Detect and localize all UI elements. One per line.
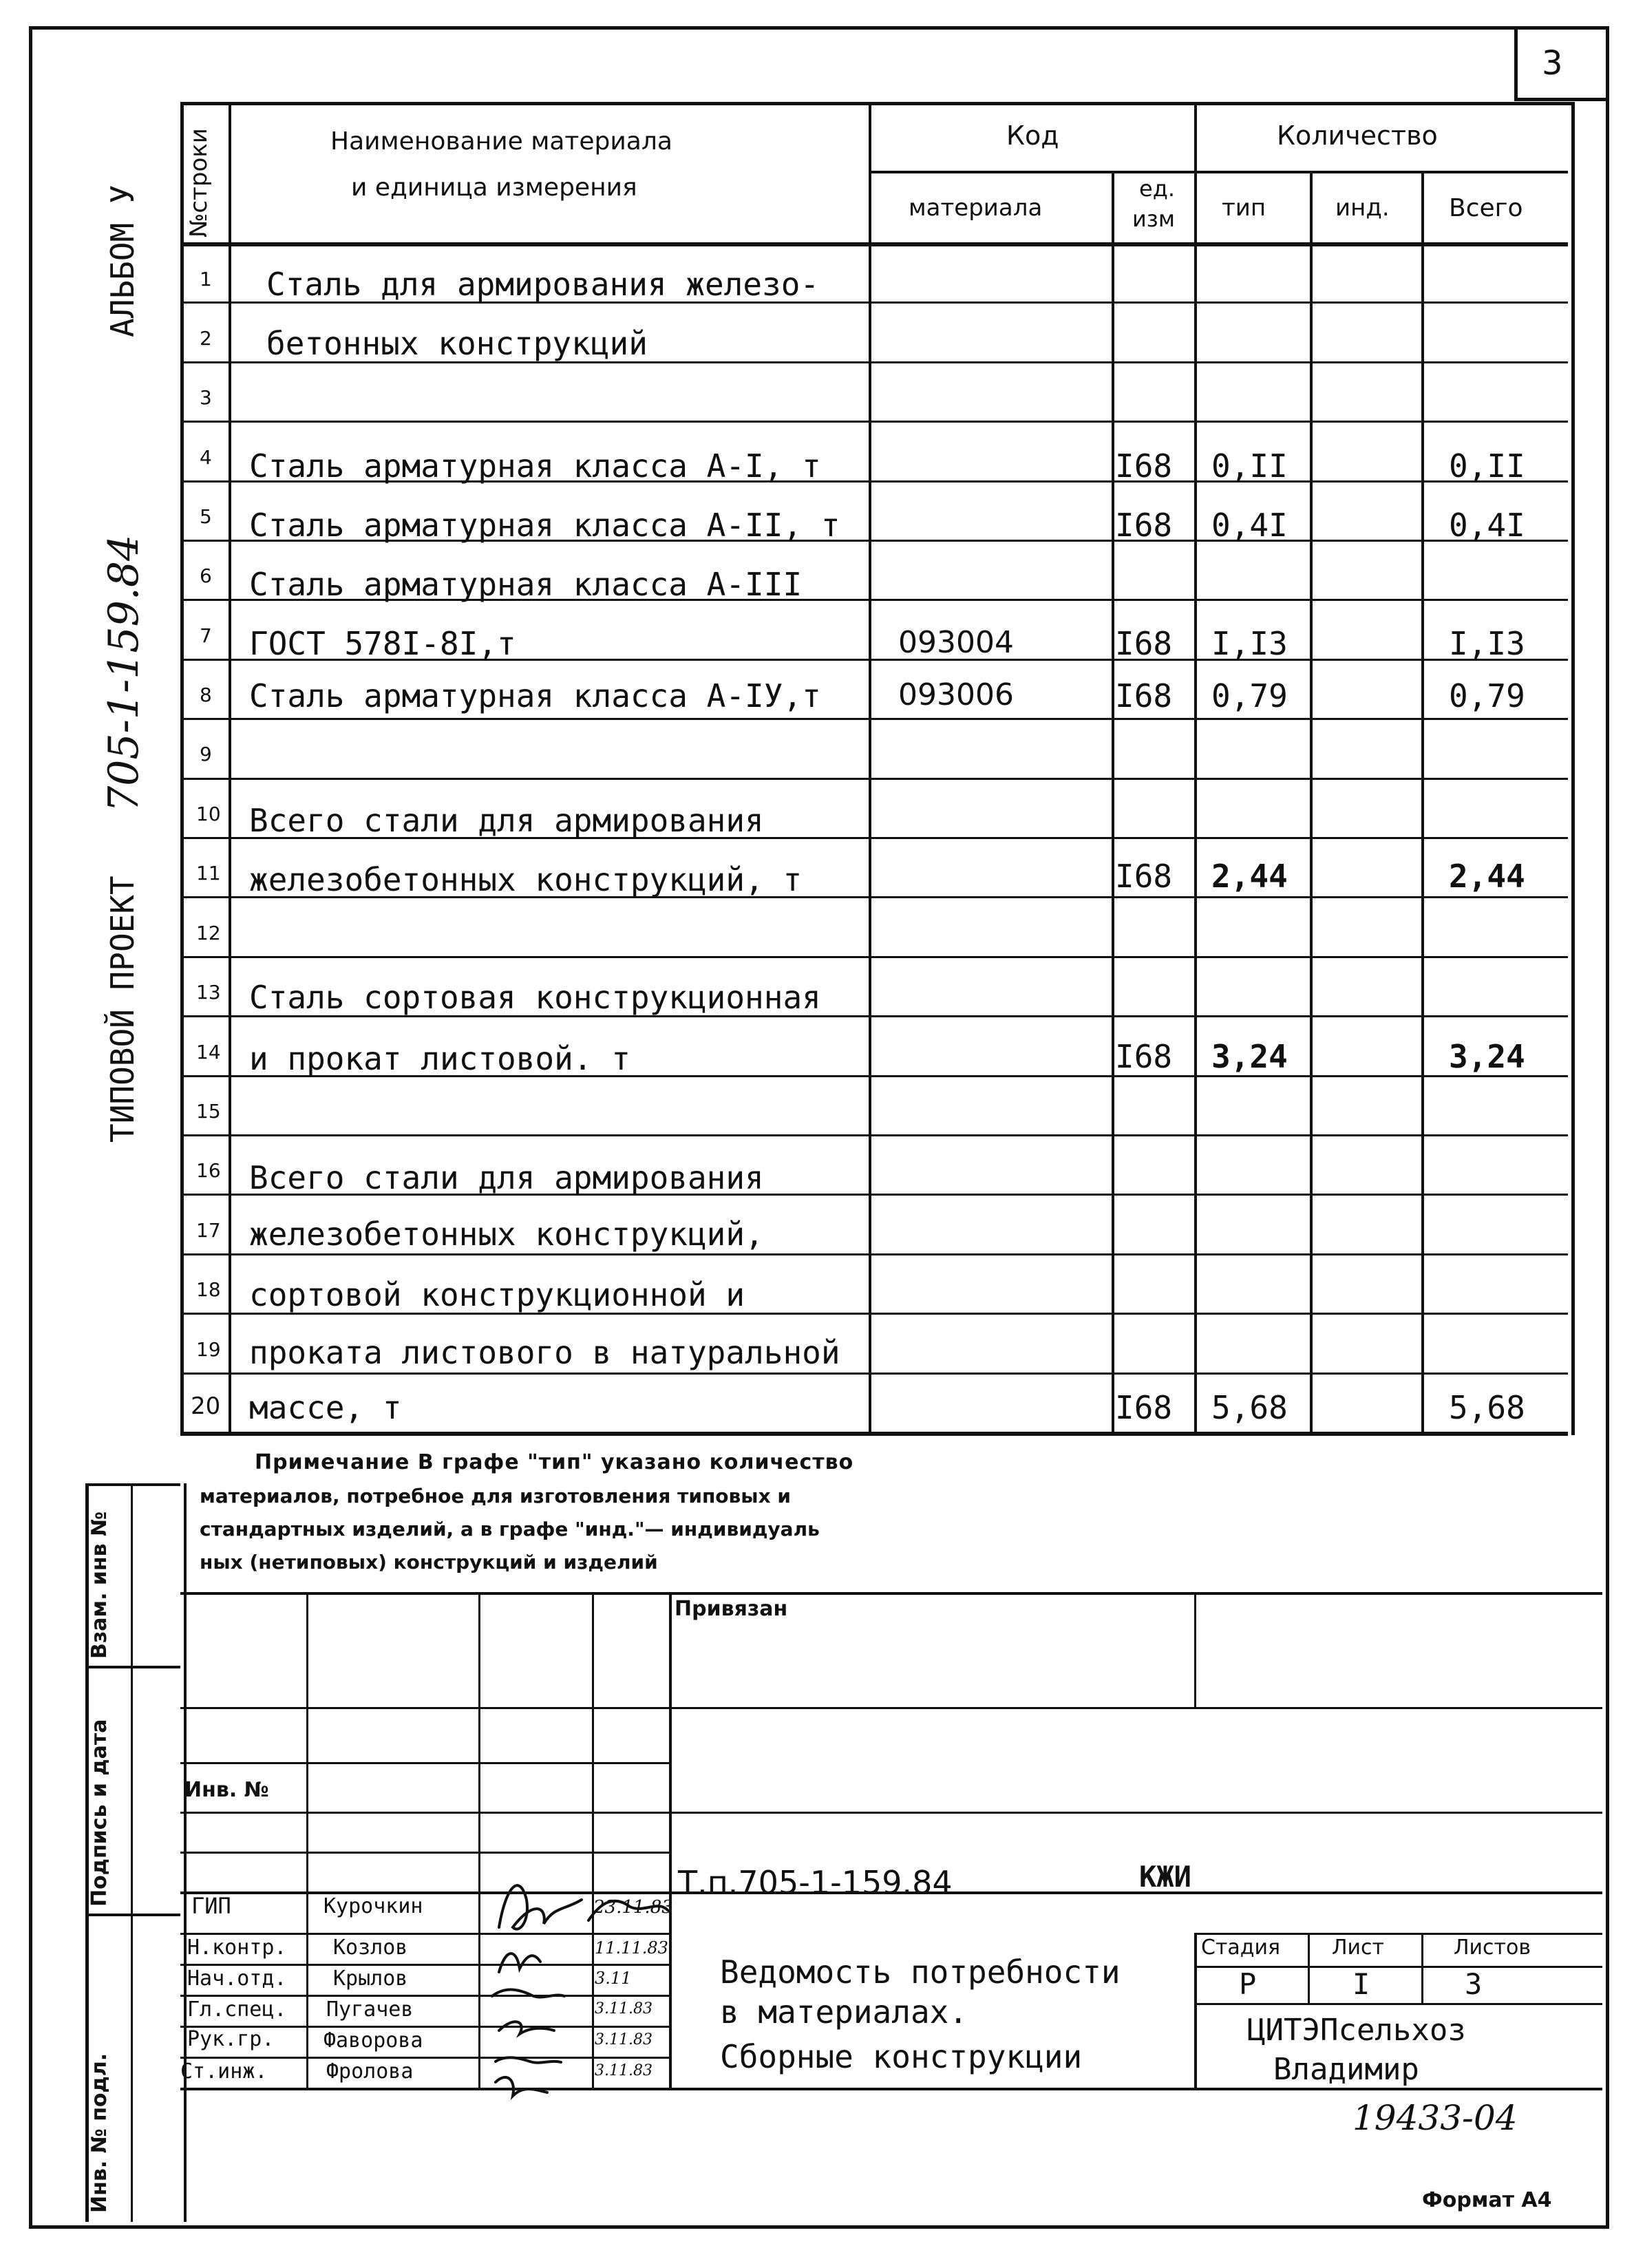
note-line4: ных (нетиповых) конструкций и изделий — [200, 1551, 658, 1573]
privyazan-label: Привязан — [675, 1597, 788, 1621]
stage-label: Стадия — [1201, 1936, 1281, 1960]
row-name: Сталь сортовая конструкционная — [249, 979, 821, 1016]
row-total: I,I3 — [1449, 625, 1525, 662]
row-number: 11 — [196, 862, 221, 884]
row-number: 8 — [200, 683, 212, 706]
signatory-name: Пугачев — [326, 1997, 414, 2022]
project-label: ТИПОВОЙ ПРОЕКТ — [104, 876, 141, 1143]
row-typ: 0,II — [1211, 447, 1288, 485]
signatures-image — [478, 1858, 671, 2106]
row-number: 20 — [191, 1392, 221, 1420]
row-number: 18 — [196, 1278, 221, 1301]
signatory-name: Крылов — [333, 1967, 408, 1991]
row-unit: I68 — [1115, 677, 1173, 714]
row-unit: I68 — [1115, 1389, 1173, 1426]
document-title-line1: Ведомость потребности — [720, 1953, 1121, 1991]
row-typ: 0,4I — [1211, 507, 1288, 544]
signatory-role: Н.контр. — [187, 1936, 287, 1960]
row-number: 15 — [196, 1100, 221, 1123]
row-name: Сталь для армирования железо- — [266, 266, 820, 303]
row-total: 3,24 — [1449, 1038, 1525, 1075]
signatory-role: Гл.спец. — [187, 1997, 287, 2022]
album-label: АЛЬБОМ У — [104, 184, 141, 337]
row-number: 2 — [200, 327, 212, 350]
organization-line1: ЦИТЭПсельхоз — [1247, 2013, 1466, 2048]
signatory-name: Козлов — [333, 1936, 408, 1960]
page-number: 3 — [1542, 44, 1563, 83]
project-number-handwritten: 705-1-159.84 — [100, 534, 148, 812]
row-name: и прокат листовой. т — [249, 1040, 630, 1077]
sheet-value: I — [1352, 1967, 1370, 2001]
row-name: бетонных конструкций — [266, 325, 648, 362]
row-number: 6 — [200, 564, 212, 587]
project-designation: Т.п.705-1-159.84 — [678, 1864, 953, 1901]
note-line3: стандартных изделий, а в графе "инд."— индивидуаль — [200, 1518, 820, 1540]
header-qty-ind: инд. — [1335, 194, 1390, 222]
inv-no-label: Инв. № — [184, 1778, 269, 1802]
row-name: Сталь арматурная класса А-II, т — [249, 507, 840, 544]
header-code: Код — [1006, 120, 1059, 151]
row-total: 0,4I — [1449, 507, 1525, 544]
row-number: 19 — [196, 1338, 221, 1361]
signatory-date: 3.11 — [595, 1969, 632, 1988]
row-unit: I68 — [1115, 625, 1173, 662]
row-unit: I68 — [1115, 858, 1173, 895]
row-total: 5,68 — [1449, 1389, 1525, 1426]
header-code-material: материала — [909, 194, 1043, 222]
row-number: 16 — [196, 1159, 221, 1182]
side-stamp-inv-podl: Инв. № подл. — [87, 2053, 112, 2213]
row-number: 7 — [200, 624, 212, 647]
header-row-number: №строки — [185, 128, 213, 237]
signatory-name: Фролова — [326, 2059, 414, 2084]
row-number: 1 — [200, 268, 212, 290]
signatory-date: 3.11.83 — [595, 2062, 652, 2079]
signatory-date: 3.11.83 — [595, 2000, 652, 2017]
row-name: Сталь арматурная класса А-III — [249, 566, 803, 603]
format-label: Формат А4 — [1422, 2188, 1552, 2212]
header-name-line1: Наименование материала — [330, 127, 672, 156]
sheets-value: 3 — [1465, 1967, 1483, 2001]
sheets-label: Листов — [1454, 1936, 1531, 1960]
row-typ: 0,79 — [1211, 677, 1288, 714]
signatory-role: Рук.гр. — [187, 2027, 275, 2051]
note-line2: материалов, потребное для изготовления типовых и — [200, 1485, 791, 1507]
header-qty-total: Всего — [1449, 194, 1523, 222]
row-code: 093006 — [898, 677, 1014, 712]
document-title-line2: в материалах. — [720, 1993, 968, 2031]
row-number: 17 — [196, 1219, 221, 1242]
header-name-line2: и единица измерения — [351, 173, 637, 202]
signatory-role: Нач.отд. — [187, 1967, 287, 1991]
row-unit: I68 — [1115, 1038, 1173, 1075]
row-unit: I68 — [1115, 447, 1173, 485]
signatory-role: Ст.инж. — [180, 2059, 268, 2084]
header-unit-line1: ед. — [1139, 176, 1175, 202]
row-code: 093004 — [898, 625, 1014, 660]
row-name: Сталь арматурная класса А-I, т — [249, 447, 821, 485]
row-number: 10 — [196, 803, 221, 825]
row-name: массе, т — [249, 1389, 402, 1426]
row-name: железобетонных конструкций, т — [249, 861, 803, 898]
row-number: 12 — [196, 922, 221, 944]
row-name: сортовой конструкционной и — [249, 1276, 745, 1313]
row-number: 4 — [200, 446, 212, 469]
side-stamp-vzam: Взам. инв № — [87, 1511, 112, 1659]
row-unit: I68 — [1115, 507, 1173, 544]
row-number: 9 — [200, 743, 212, 765]
document-mark: КЖИ — [1139, 1860, 1191, 1894]
row-typ: I,I3 — [1211, 625, 1288, 662]
signatory-role: ГИП — [191, 1893, 231, 1919]
side-stamp-podpis: Подпись и дата — [87, 1719, 112, 1907]
row-typ: 2,44 — [1211, 858, 1288, 895]
row-name: Всего стали для армирования — [249, 802, 764, 839]
row-total: 2,44 — [1449, 858, 1525, 895]
row-name: ГОСТ 578I-8I,т — [249, 625, 516, 662]
row-number: 5 — [200, 505, 212, 528]
row-name: проката листового в натуральной — [249, 1334, 840, 1371]
row-total: 0,II — [1449, 447, 1525, 485]
signatory-date: 3.11.83 — [595, 2031, 652, 2048]
stage-value: Р — [1239, 1967, 1257, 2001]
row-name: Сталь арматурная класса А-IУ,т — [249, 677, 821, 714]
signatory-date: 23.11.83 — [593, 1897, 673, 1918]
document-title-line3: Сборные конструкции — [720, 2038, 1083, 2075]
header-quantity: Количество — [1277, 120, 1438, 151]
signatory-name: Курочкин — [323, 1894, 423, 1918]
archive-number: 19433-04 — [1352, 2098, 1518, 2138]
row-name: железобетонных конструкций, — [249, 1216, 764, 1253]
row-number: 3 — [200, 386, 212, 409]
row-number: 14 — [196, 1041, 221, 1063]
header-qty-typ: тип — [1222, 194, 1266, 222]
signatory-date: 11.11.83 — [595, 1938, 668, 1958]
signatory-name: Фаворова — [323, 2028, 423, 2053]
organization-line2: Владимир — [1273, 2052, 1419, 2087]
row-total: 0,79 — [1449, 677, 1525, 714]
row-typ: 5,68 — [1211, 1389, 1288, 1426]
row-typ: 3,24 — [1211, 1038, 1288, 1075]
note-line1: Примечание В графе "тип" указано количество — [255, 1450, 854, 1474]
header-unit-line2: изм — [1132, 206, 1175, 232]
row-number: 13 — [196, 981, 221, 1004]
row-name: Всего стали для армирования — [249, 1159, 764, 1196]
sheet-label: Лист — [1332, 1936, 1385, 1960]
